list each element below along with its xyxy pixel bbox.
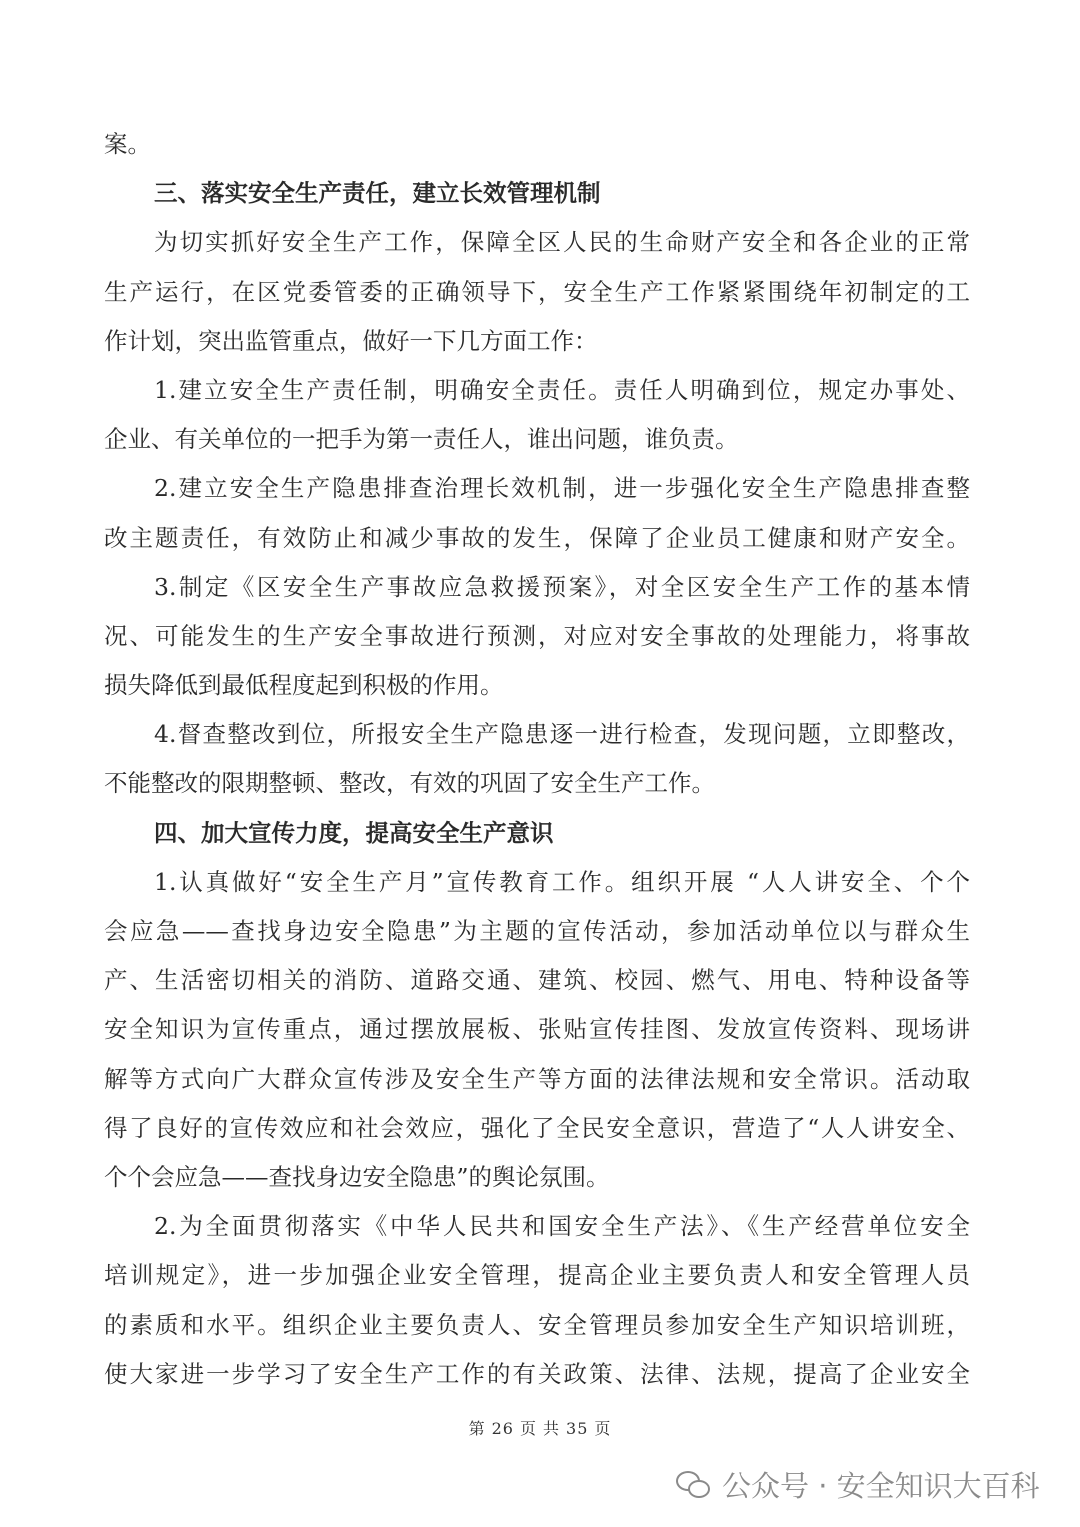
paragraph-line: 1.建立安全生产责任制，明确安全责任。责任人明确到位，规定办事处、 (154, 375, 970, 404)
footer-current-page: 26 (491, 1419, 514, 1438)
paragraph-line: 3.制定《区安全生产事故应急救援预案》，对全区安全生产工作的基本情 (154, 572, 970, 601)
footer-suffix: 页 (594, 1419, 612, 1438)
paragraph-line: 不能整改的限期整顿、整改，有效的巩固了安全生产工作。 (104, 769, 715, 798)
paragraph-line: 2.为全面贯彻落实《中华人民共和国安全生产法》、《生产经营单位安全 (154, 1212, 970, 1241)
paragraph-line: 改主题责任，有效防止和减少事故的发生，保障了企业员工健康和财产安全。 (104, 523, 970, 552)
paragraph-line: 会应急——查找身边安全隐患”为主题的宣传活动，参加活动单位以与群众生 (104, 917, 970, 945)
watermark (676, 1462, 1040, 1506)
watermark-text: 公众号 · 安全知识大百科 (722, 1468, 1040, 1503)
paragraph-line: 使大家进一步学习了安全生产工作的有关政策、法律、法规，提高了企业安全 (104, 1359, 970, 1388)
paragraph-line: 安全知识为宣传重点，通过摆放展板、张贴宣传挂图、发放宣传资料、现场讲 (104, 1015, 970, 1044)
paragraph-line: 产、生活密切相关的消防、道路交通、建筑、校园、燃气、用电、特种设备等 (104, 966, 970, 995)
paragraph-line: 个个会应急——查找身边安全隐患”的舆论氛围。 (104, 1162, 610, 1191)
paragraph-line: 得了良好的宣传效应和社会效应，强化了全民安全意识，营造了“人人讲安全、 (104, 1113, 970, 1142)
paragraph-line: 企业、有关单位的一把手为第一责任人，谁出问题，谁负责。 (104, 425, 739, 454)
paragraph-line: 培训规定》，进一步加强企业安全管理，提高企业主要负责人和安全管理人员 (104, 1261, 970, 1290)
section-heading: 三、落实安全生产责任，建立长效管理机制 (154, 179, 601, 208)
paragraph-line: 为切实抓好安全生产工作，保障全区人民的生命财产安全和各企业的正常 (154, 228, 970, 257)
footer-total-pages: 35 (566, 1419, 589, 1438)
paragraph-line: 作计划，突出监管重点，做好一下几方面工作： (104, 326, 598, 355)
paragraph-line: 的素质和水平。组织企业主要负责人、安全管理员参加安全生产知识培训班， (104, 1310, 970, 1339)
paragraph-line: 4.督查整改到位，所报安全生产隐患逐一进行检查，发现问题，立即整改， (154, 720, 970, 749)
footer-middle: 页 共 (519, 1419, 561, 1438)
section-heading: 四、加大宣传力度，提高安全生产意识 (154, 818, 554, 847)
paragraph-line: 况、可能发生的生产安全事故进行预测，对应对安全事故的处理能力，将事故 (104, 621, 970, 650)
paragraph-line: 解等方式向广大群众宣传涉及安全生产等方面的法律法规和安全常识。活动取 (104, 1064, 970, 1093)
paragraph-line: 损失降低到最低程度起到积极的作用。 (104, 671, 504, 700)
paragraph-line: 1.认真做好“安全生产月”宣传教育工作。组织开展 “人人讲安全、个个 (154, 867, 970, 896)
page-footer (0, 1416, 1080, 1439)
paragraph-line: 案。 (104, 130, 151, 158)
wechat-icon (676, 1469, 712, 1499)
document-body (104, 120, 970, 1399)
paragraph-line: 2.建立安全生产隐患排查治理长效机制，进一步强化安全生产隐患排查整 (154, 474, 970, 503)
footer-prefix: 第 (468, 1419, 486, 1438)
paragraph-line: 生产运行，在区党委管委的正确领导下，安全生产工作紧紧围绕年初制定的工 (104, 277, 970, 306)
